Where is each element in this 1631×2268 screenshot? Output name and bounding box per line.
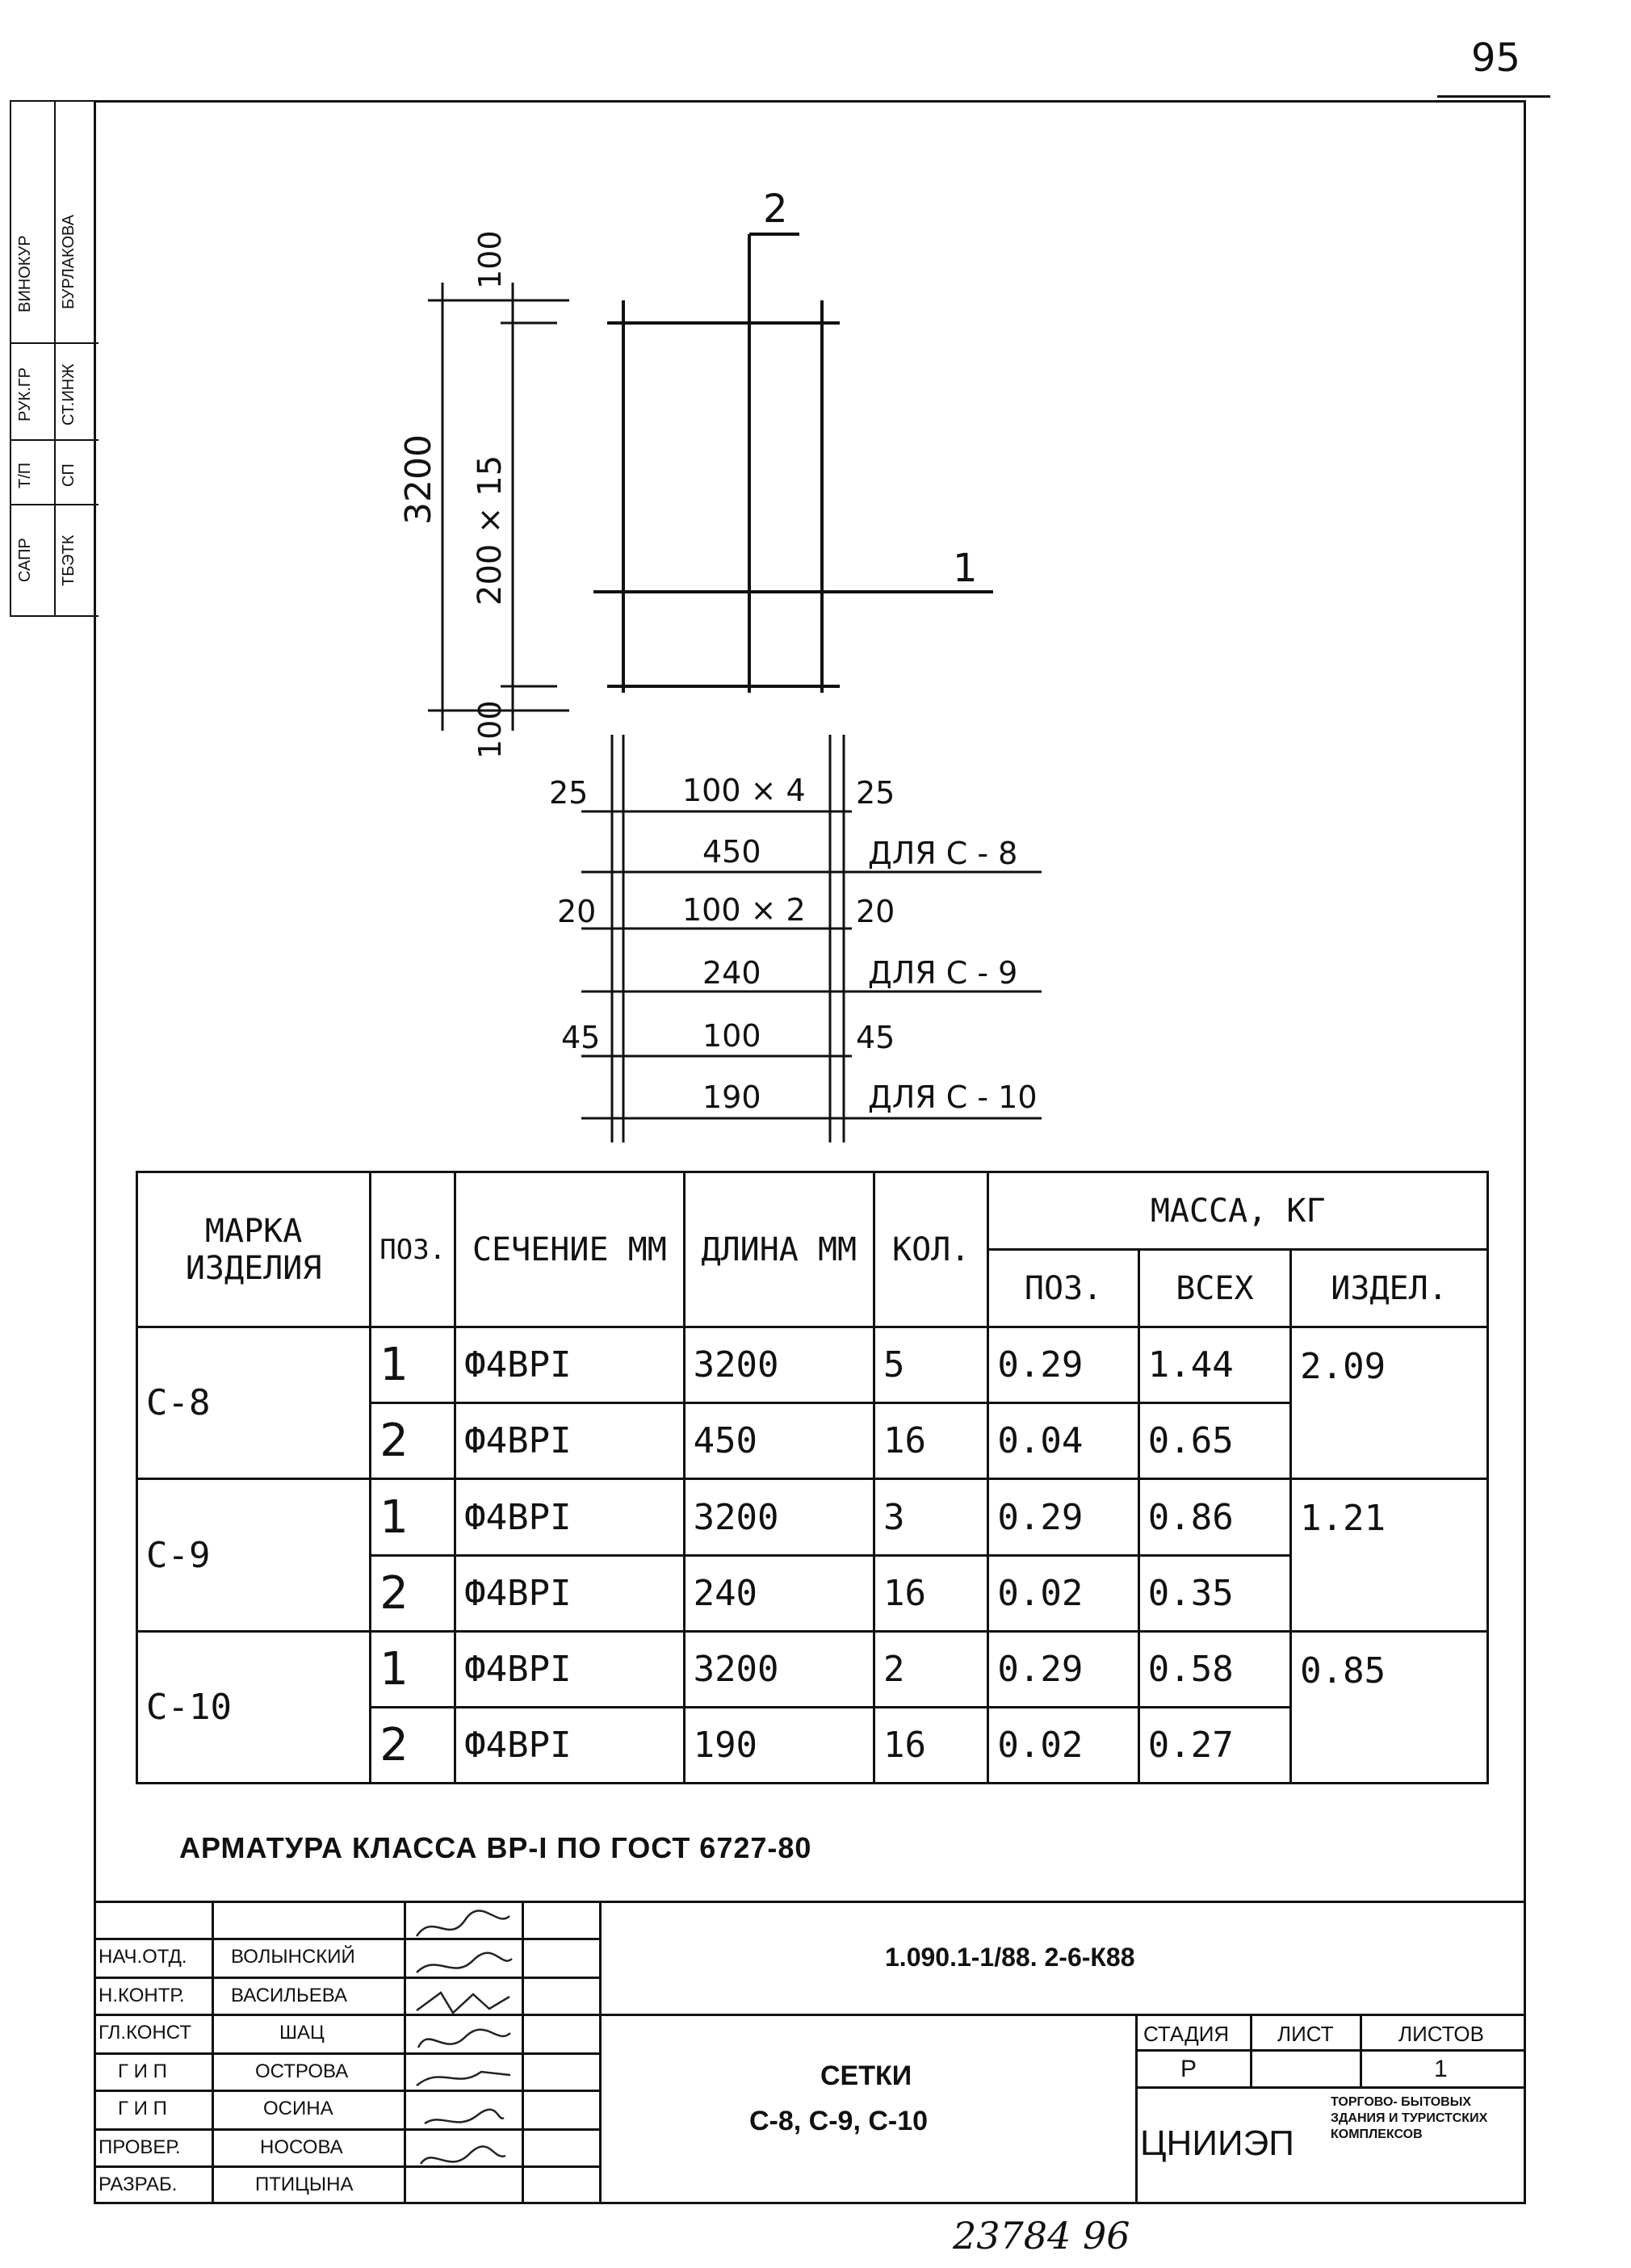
stamp-cell: БУРЛАКОВА [60, 214, 78, 309]
dim-total: 190 [702, 1080, 761, 1115]
header-mass-pos: ПОЗ. [988, 1250, 1138, 1327]
pos-cell: 2 [371, 1555, 455, 1631]
mark-cell: С-10 [137, 1631, 371, 1783]
role-label: ПРОВЕР. [99, 2136, 181, 2158]
organization-name: ЦНИИЭП [1140, 2123, 1294, 2163]
length-cell: 450 [684, 1403, 874, 1479]
role-label: ГЛ.КОНСТ [99, 2022, 191, 2044]
header-mark: МАРКА ИЗДЕЛИЯ [137, 1172, 371, 1327]
dim-right: 25 [856, 775, 895, 811]
pos-cell: 1 [371, 1479, 455, 1555]
dim-total-height: 3200 [398, 434, 439, 525]
archive-number: 23784 96 [953, 2214, 1130, 2258]
variant-label: ДЛЯ С - 10 [868, 1080, 1038, 1115]
rebar-spec-table [136, 1171, 1489, 1784]
header-mass-item: ИЗДЕЛ. [1291, 1250, 1488, 1327]
person-name: ОСТРОВА [255, 2060, 349, 2082]
dim-spacing: 100 × 4 [682, 773, 806, 808]
length-cell: 3200 [684, 1631, 874, 1707]
dim-total: 450 [702, 834, 761, 870]
dim-spacing: 100 [702, 1018, 761, 1054]
qty-cell: 5 [874, 1327, 988, 1403]
stamp-cell: СП [60, 463, 78, 488]
section-cell: Ф4ВРI [455, 1707, 684, 1783]
stamp-cell: Т/П [16, 462, 34, 489]
mass-pos-cell: 0.02 [988, 1707, 1138, 1783]
role-label: Н.КОНТР. [99, 1985, 185, 2006]
dim-left: 45 [561, 1020, 601, 1055]
stage-value: Р [1180, 2056, 1197, 2082]
dim-spacing: 100 × 2 [682, 892, 806, 928]
length-cell: 240 [684, 1555, 874, 1631]
variant-label: ДЛЯ С - 9 [868, 955, 1018, 991]
dim-left: 25 [549, 775, 589, 811]
dim-total: 240 [702, 955, 761, 991]
mass-pos-cell: 0.29 [988, 1327, 1138, 1403]
document-code: 1.090.1-1/88. 2-6-К88 [885, 1943, 1135, 1972]
dim-middle: 200 × 15 [472, 455, 509, 606]
section-cell: Ф4ВРI [455, 1555, 684, 1631]
callout-1: 1 [953, 546, 978, 591]
section-cell: Ф4ВРI [455, 1631, 684, 1707]
dim-right: 45 [856, 1020, 895, 1055]
mass-all-cell: 0.35 [1138, 1555, 1290, 1631]
mass-pos-cell: 0.29 [988, 1479, 1138, 1555]
header-mass: МАССА, КГ [988, 1172, 1488, 1250]
stamp-cell: ВИНОКУР [16, 235, 34, 312]
dim-right: 20 [856, 894, 895, 929]
signatures [409, 1904, 518, 2203]
drawing-title: СЕТКИ [820, 2060, 912, 2091]
qty-cell: 16 [874, 1707, 988, 1783]
sheet-label: ЛИСТ [1277, 2022, 1334, 2046]
length-cell: 3200 [684, 1479, 874, 1555]
drawing-subtitle: С-8, С-9, С-10 [749, 2106, 929, 2136]
section-cell: Ф4ВРI [455, 1479, 684, 1555]
table-row [137, 1631, 1488, 1707]
length-cell: 190 [684, 1707, 874, 1783]
qty-cell: 3 [874, 1479, 988, 1555]
person-name: ВОЛЫНСКИЙ [231, 1946, 355, 1968]
header-qty: КОЛ. [874, 1172, 988, 1327]
organization-subtitle: ТОРГОВО- БЫТОВЫХ ЗДАНИЯ И ТУРИСТСКИХ КОМПЛЕКСОВ [1331, 2095, 1488, 2141]
stamp-cell: СТ.ИНЖ [60, 363, 78, 426]
qty-cell: 16 [874, 1555, 988, 1631]
pos-cell: 2 [371, 1707, 455, 1783]
mass-all-cell: 0.27 [1138, 1707, 1290, 1783]
table-row [137, 1479, 1488, 1555]
dim-top: 100 [472, 230, 508, 289]
header-length: ДЛИНА ММ [684, 1172, 874, 1327]
person-name: ШАЦ [279, 2022, 325, 2044]
role-label: НАЧ.ОТД. [99, 1946, 187, 1968]
sheets-value: 1 [1434, 2056, 1448, 2082]
callout-2: 2 [763, 187, 788, 232]
mass-pos-cell: 0.02 [988, 1555, 1138, 1631]
table-row [137, 1327, 1488, 1403]
mark-cell: С-8 [137, 1327, 371, 1479]
qty-cell: 16 [874, 1403, 988, 1479]
person-name: НОСОВА [260, 2136, 343, 2158]
role-label: Г И П [118, 2098, 167, 2119]
mark-cell: С-9 [137, 1479, 371, 1631]
dim-bottom: 100 [472, 700, 508, 759]
stamp-cell: РУК.ГР [16, 367, 34, 422]
page-number: 95 [1471, 36, 1521, 81]
mass-all-cell: 0.86 [1138, 1479, 1290, 1555]
header-section: СЕЧЕНИЕ ММ [455, 1172, 684, 1327]
sheets-label: ЛИСТОВ [1398, 2022, 1484, 2046]
mass-all-cell: 0.65 [1138, 1403, 1290, 1479]
title-block [94, 1901, 1526, 2204]
section-cell: Ф4ВРI [455, 1403, 684, 1479]
length-cell: 3200 [684, 1327, 874, 1403]
stamp-cell: САПР [16, 538, 34, 583]
rebar-class-note: АРМАТУРА КЛАССА ВР-I ПО ГОСТ 6727-80 [179, 1831, 812, 1864]
qty-cell: 2 [874, 1631, 988, 1707]
mass-all-cell: 1.44 [1138, 1327, 1290, 1403]
header-pos: ПОЗ. [371, 1172, 455, 1327]
role-label: РАЗРАБ. [99, 2174, 178, 2195]
item-mass-cell: 1.21 [1291, 1479, 1488, 1631]
stamp-cell: ТБЭТК [60, 535, 78, 586]
pos-cell: 1 [371, 1327, 455, 1403]
item-mass-cell: 0.85 [1291, 1631, 1488, 1783]
stage-label: СТАДИЯ [1143, 2022, 1230, 2046]
section-cell: Ф4ВРI [455, 1327, 684, 1403]
mass-pos-cell: 0.29 [988, 1631, 1138, 1707]
mass-all-cell: 0.58 [1138, 1631, 1290, 1707]
header-mass-all: ВСЕХ [1138, 1250, 1290, 1327]
item-mass-cell: 2.09 [1291, 1327, 1488, 1479]
variant-label: ДЛЯ С - 8 [868, 836, 1018, 871]
person-name: ПТИЦЫНА [255, 2174, 354, 2195]
role-label: Г И П [118, 2060, 167, 2082]
mass-pos-cell: 0.04 [988, 1403, 1138, 1479]
person-name: ОСИНА [263, 2098, 333, 2119]
person-name: ВАСИЛЬЕВА [231, 1985, 347, 2006]
pos-cell: 1 [371, 1631, 455, 1707]
pos-cell: 2 [371, 1403, 455, 1479]
dim-left: 20 [557, 894, 597, 929]
